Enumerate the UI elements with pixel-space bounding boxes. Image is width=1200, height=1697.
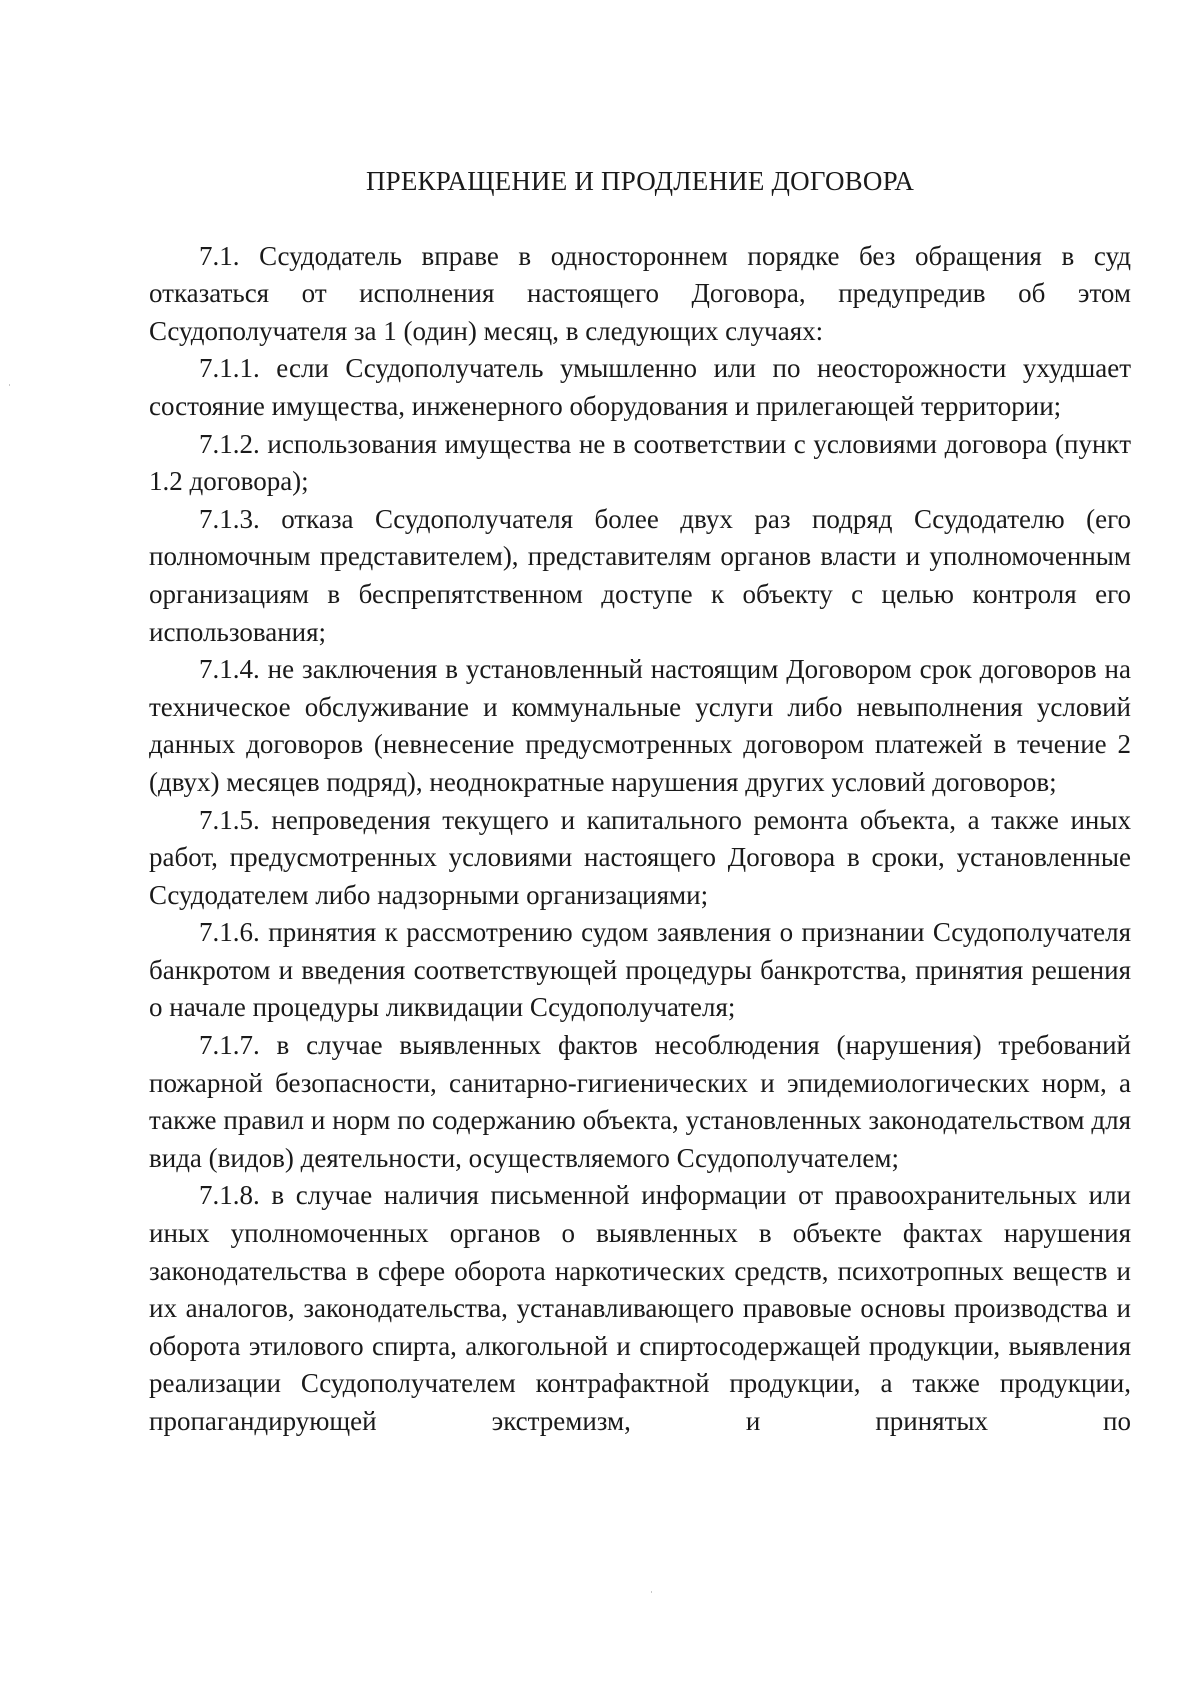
clause-7-1-8: 7.1.8. в случае наличия письменной информации от правоохранительных или иных уполномоченных органов о выявленных в объекте фактах нарушения законодательства в сфере оборота наркотических средств, психотропных веществ и их аналогов, законодательства, устанавливающего правовые основы производства и оборота этилового спирта, алкогольной и спиртосодержащей продукции, выявления реализации Ссудополучателем контрафактной продукции, а также продукции, пропагандирующей экстремизм, и принятых по bbox=[149, 1180, 1131, 1436]
page-title: ПРЕКРАЩЕНИЕ И ПРОДЛЕНИЕ ДОГОВОРА bbox=[365, 166, 915, 196]
clause-7-1-6: 7.1.6. принятия к рассмотрению судом заявления о признании Ссудополучателя банкротом и введения соответствующей процедуры банкротства, принятия решения о начале процедуры ликвидации Ссудополучателя; bbox=[149, 917, 1131, 1023]
clause-7-1-5: 7.1.5. непроведения текущего и капитального ремонта объекта, а также иных работ, предусмотренных условиями настоящего Договора в сроки, установленные Ссудодателем либо надзорными организациями; bbox=[149, 804, 1131, 910]
clause-7-1-7: 7.1.7. в случае выявленных фактов несоблюдения (нарушения) требований пожарной безопасности, санитарно-гигиенических и эпидемиологических норм, а также правил и норм по содержанию объекта, установленных законодательством для вида (видов) деятельности, осуществляемого Ссудополучателем; bbox=[149, 1030, 1131, 1173]
scan-artifact bbox=[651, 1591, 652, 1593]
clause-7-1-2: 7.1.2. использования имущества не в соответствии с условиями договора (пункт 1.2 договора); bbox=[149, 428, 1131, 497]
clause-7-1-3: 7.1.3. отказа Ссудополучателя более двух раз подряд Ссудодателю (его полномочным представителем), представителям органов власти и уполномоченным организациям в беспрепятственном доступе к объекту с целью контроля его использования; bbox=[149, 503, 1131, 647]
clause-7-1-1: 7.1.1. если Ссудополучатель умышленно или по неосторожности ухудшает состояние имущества, инженерного оборудования и прилегающей территории; bbox=[149, 353, 1131, 421]
document-body bbox=[149, 163, 1131, 1441]
clause-7-1: 7.1. Ссудодатель вправе в одностороннем порядке без обращения в суд отказаться от исполнения настоящего Договора, предупредив об этом Ссудополучателя за 1 (один) месяц, в следующих случаях: bbox=[149, 240, 1131, 346]
clause-7-1-4: 7.1.4. не заключения в установленный настоящим Договором срок договоров на техническое обслуживание и коммунальные услуги либо невыполнения условий данных договоров (невнесение предусмотренных договором платежей в течение 2 (двух) месяцев подряд), неоднократные нарушения других условий договоров; bbox=[149, 654, 1131, 797]
scan-artifact bbox=[9, 384, 10, 386]
